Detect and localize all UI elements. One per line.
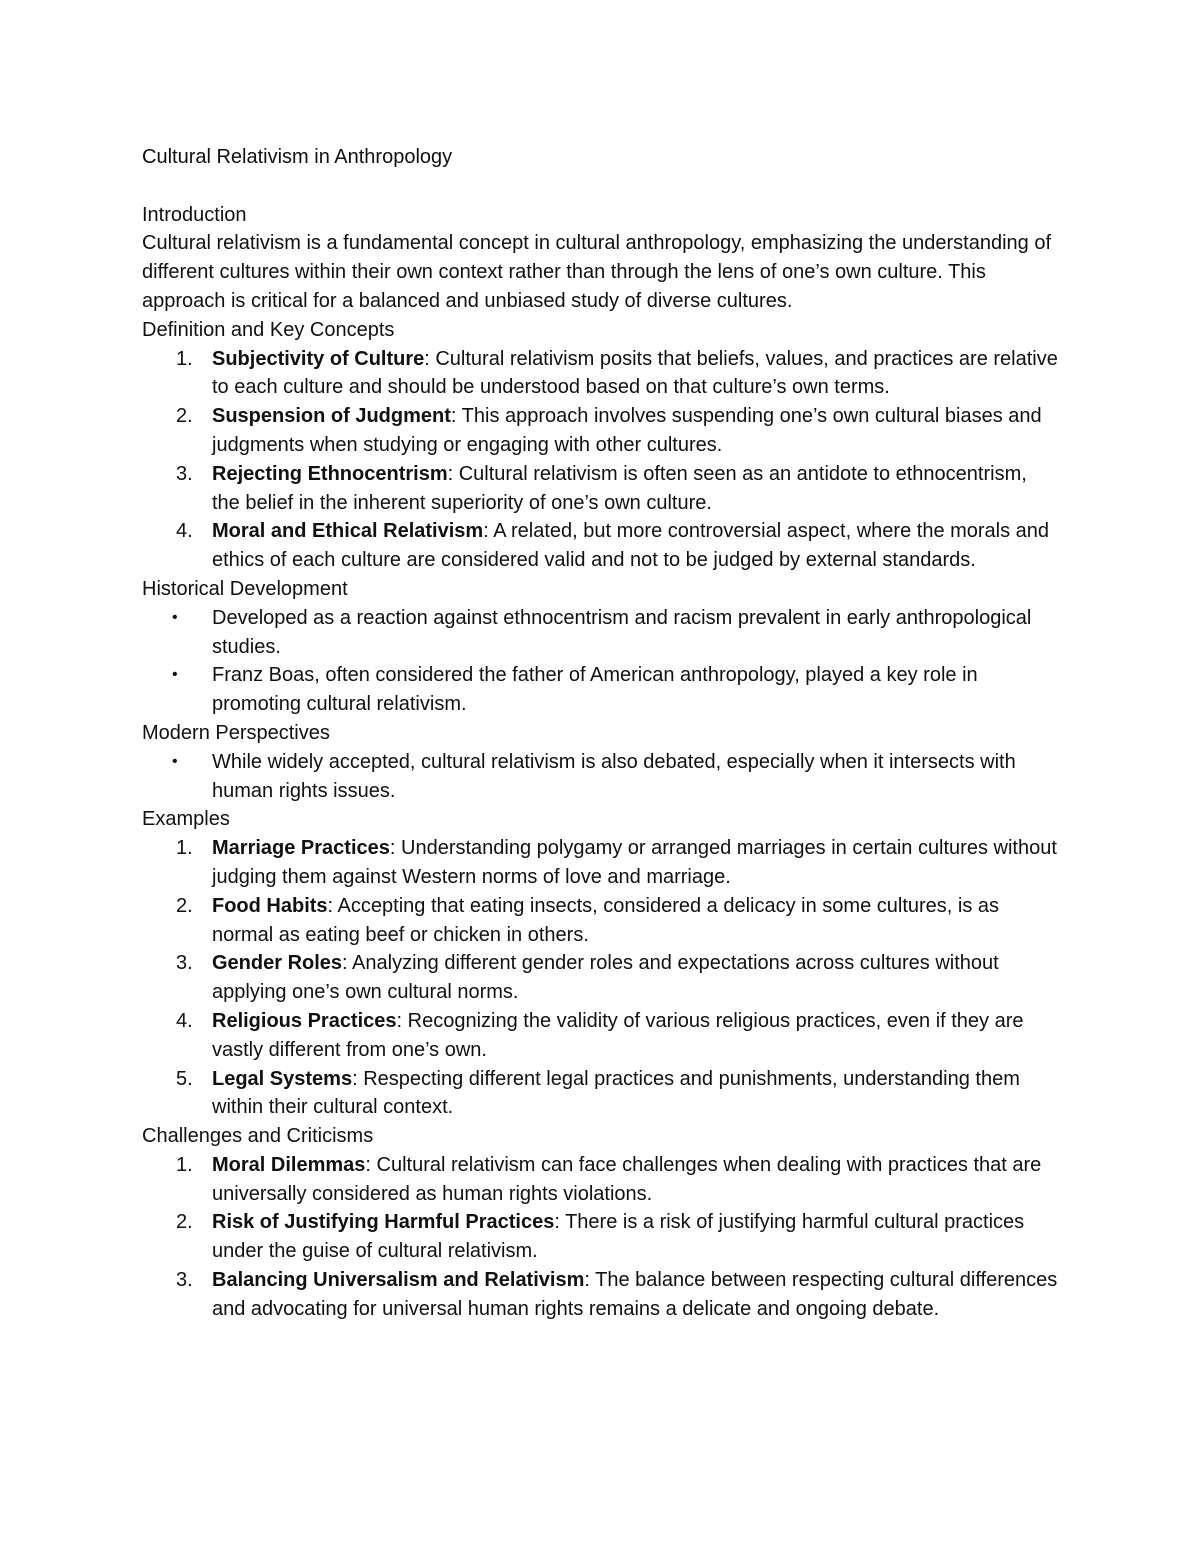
section-heading-modern: Modern Perspectives: [142, 721, 330, 744]
item-text: : Understanding polygamy or arranged marriages in certain cultures without judging them against Western norms of love and marriage.: [212, 837, 1057, 888]
list-item: [142, 402, 1060, 460]
item-text: : The balance between respecting cultural differences and advocating for universal human rights remains a delicate and ongoing debate.: [212, 1269, 1058, 1320]
item-term: Suspension of Judgment: [212, 405, 451, 428]
item-term: Rejecting Ethnocentrism: [212, 462, 448, 485]
list-number: 3.: [176, 952, 193, 975]
list-number: 3.: [176, 1269, 193, 1292]
item-text: : Recognizing the validity of various religious practices, even if they are vastly different from one’s own.: [212, 1009, 1024, 1061]
item-text: : This approach involves suspending one’s own cultural biases and judgments when studying or engaging with other cultures.: [212, 405, 1042, 456]
item-text: : There is a risk of justifying harmful cultural practices under the guise of cultural relativism.: [212, 1211, 1025, 1263]
intro-paragraph: Cultural relativism is a fundamental concept in cultural anthropology, emphasizing the understanding of different cultures within their own context rather than through the lens of one’s own culture. This approach is critical for a balanced and unbiased study of diverse cultures.: [142, 232, 1052, 312]
item-term: Gender Roles: [212, 952, 343, 975]
item-text: : Cultural relativism posits that beliefs, values, and practices are relative to each culture and should be understood based on that culture’s own terms.: [212, 347, 1058, 399]
list-number: 1.: [176, 347, 193, 370]
challenges-list: [142, 1151, 1060, 1324]
section-heading-examples: Examples: [142, 808, 230, 831]
list-item: [142, 1065, 1060, 1123]
section-heading-challenges: Challenges and Criticisms: [142, 1125, 374, 1148]
list-item: [142, 604, 1060, 662]
item-text: : Respecting different legal practices and punishments, understanding them within their cultural context.: [212, 1067, 1020, 1119]
item-term: Legal Systems: [212, 1067, 353, 1090]
document-title: Cultural Relativism in Anthropology: [142, 146, 453, 168]
examples-list: [142, 834, 1060, 1122]
list-number: 4.: [176, 520, 193, 543]
item-text: : A related, but more controversial aspect, where the morals and ethics of each culture are considered valid and not to be judged by external standards.: [212, 520, 1050, 572]
item-text: : Analyzing different gender roles and expectations across cultures without applying one’s own cultural norms.: [212, 952, 999, 1004]
definition-list: [142, 345, 1060, 575]
item-term: Religious Practices: [212, 1009, 397, 1032]
list-item: [142, 1151, 1060, 1209]
list-item: [142, 949, 1060, 1007]
modern-list: [142, 748, 1060, 806]
list-item: [142, 1266, 1060, 1324]
list-number: 3.: [176, 462, 193, 485]
section-heading-history: Historical Development: [142, 577, 348, 600]
list-number: 2.: [176, 405, 193, 428]
list-number: 4.: [176, 1009, 193, 1032]
item-term: Balancing Universalism and Relativism: [212, 1269, 585, 1292]
item-text: : Accepting that eating insects, considered a delicacy in some cultures, is as normal as eating beef or chicken in others.: [212, 894, 1000, 946]
bullet-icon: •: [172, 608, 178, 626]
section-heading-definition: Definition and Key Concepts: [142, 318, 395, 341]
list-item: [142, 460, 1060, 518]
list-item: [142, 345, 1060, 403]
item-term: Food Habits: [212, 894, 328, 917]
list-item: [142, 661, 1060, 719]
item-text: Franz Boas, often considered the father of American anthropology, played a key role in promoting cultural relativism.: [212, 664, 978, 716]
list-number: 1.: [176, 837, 193, 860]
list-item: [142, 1208, 1060, 1266]
item-term: Risk of Justifying Harmful Practices: [212, 1211, 555, 1234]
list-number: 1.: [176, 1153, 193, 1176]
list-item: [142, 834, 1060, 892]
list-number: 2.: [176, 894, 193, 917]
item-text: While widely accepted, cultural relativism is also debated, especially when it intersects with human rights issues.: [212, 750, 1016, 802]
item-text: : Cultural relativism can face challenges when dealing with practices that are universally considered as human rights violations.: [212, 1153, 1042, 1205]
history-list: [142, 604, 1060, 719]
item-text: : Cultural relativism is often seen as an antidote to ethnocentrism, the belief in the inherent superiority of one’s own culture.: [212, 462, 1027, 514]
item-term: Moral and Ethical Relativism: [212, 520, 484, 543]
section-heading-introduction: Introduction: [142, 203, 247, 226]
item-term: Moral Dilemmas: [212, 1153, 366, 1176]
list-item: [142, 1007, 1060, 1065]
spacer: [142, 172, 1060, 201]
item-term: Subjectivity of Culture: [212, 347, 425, 370]
list-item: [142, 892, 1060, 950]
list-number: 5.: [176, 1067, 193, 1090]
item-text: Developed as a reaction against ethnocentrism and racism prevalent in early anthropological studies.: [212, 606, 1032, 658]
bullet-icon: •: [172, 752, 178, 770]
list-item: [142, 517, 1060, 575]
list-item: [142, 748, 1060, 806]
bullet-icon: •: [172, 666, 178, 684]
item-term: Marriage Practices: [212, 837, 390, 860]
list-number: 2.: [176, 1211, 193, 1234]
